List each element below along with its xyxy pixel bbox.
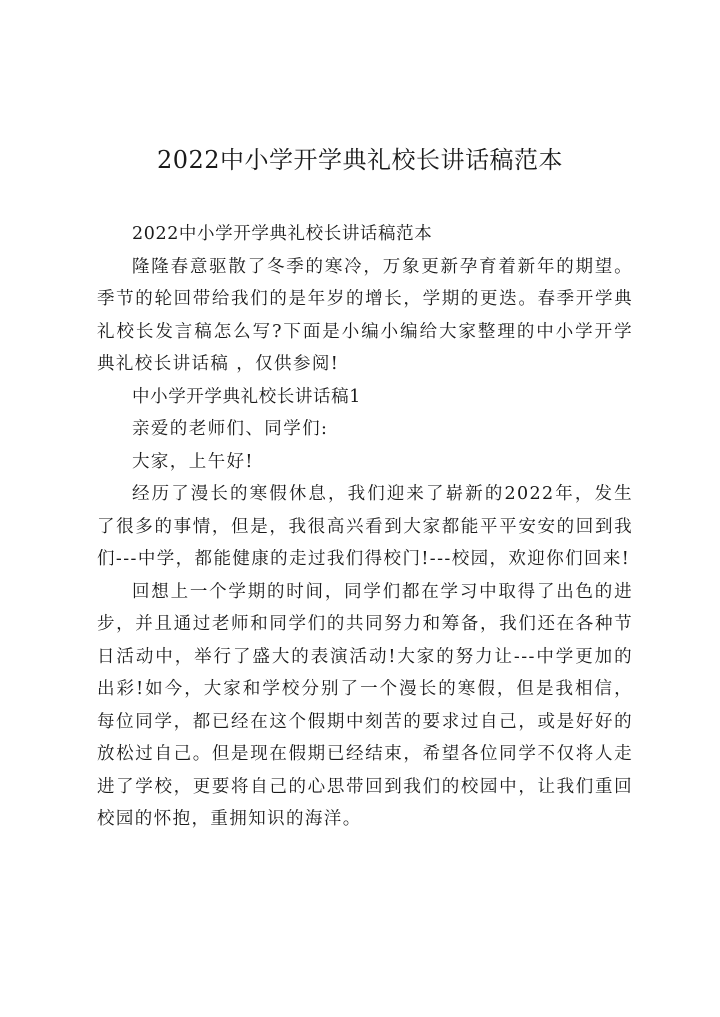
paragraph-body-2: 回想上一个学期的时间，同学们都在学习中取得了出色的进步，并且通过老师和同学们的共同努力和筹备，我们还在各种节日活动中，举行了盛大的表演活动!大家的努力让---中学更加的出彩!如今，大家和学校分别了一个漫长的寒假，但是我相信，每位同学，都已经在这个假期中刻苦的要求过自己，或是好好的放松过自己。但是现在假期已经结束，希望各位同学不仅将人走进了学校，更要将自己的心思带回到我们的校园中，让我们重回校园的怀抱，重拥知识的海洋。	[97, 581, 633, 829]
document-title: 2022中小学开学典礼校长讲话稿范本	[156, 146, 564, 174]
paragraph-body-1: 经历了漫长的寒假休息，我们迎来了崭新的2022年，发生了很多的事情，但是，我很高兴看到大家都能平平安安的回到我们---中学，都能健康的走过我们得校门!---校园，欢迎你们回来!	[97, 484, 633, 569]
paragraph-greeting: 大家，上午好!	[132, 451, 254, 472]
paragraph-salutation: 亲爱的老师们、同学们:	[132, 419, 329, 439]
document-body	[97, 218, 633, 836]
paragraph-intro: 隆隆春意驱散了冬季的寒冷，万象更新孕育着新年的期望。季节的轮回带给我们的是年岁的增长，学期的更迭。春季开学典礼校长发言稿怎么写?下面是小编小编给大家整理的中小学开学典礼校长讲话稿 ，仅供参阅!	[97, 256, 633, 374]
paragraph-subtitle: 2022中小学开学典礼校长讲话稿范本	[132, 224, 433, 244]
paragraph-section-heading: 中小学开学典礼校长讲话稿1	[132, 386, 361, 407]
